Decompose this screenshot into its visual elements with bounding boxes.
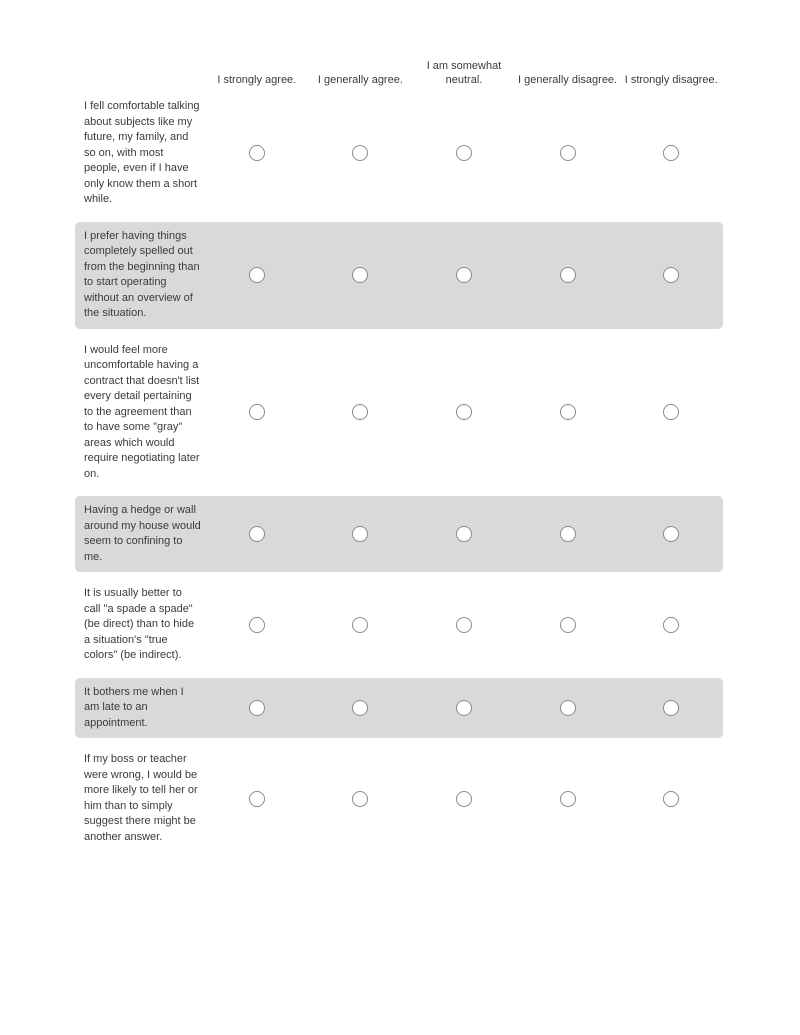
q7-neutral-cell (412, 745, 516, 852)
column-header-label: I generally disagree. (518, 74, 618, 86)
question-3-options (205, 336, 723, 490)
q2-generally-disagree-radio[interactable] (560, 267, 576, 283)
q2-neutral-radio[interactable] (456, 267, 472, 283)
q6-neutral-radio[interactable] (456, 700, 472, 716)
question-4-options (205, 496, 723, 572)
q6-strongly-disagree-cell (619, 678, 723, 739)
q6-generally-agree-cell (309, 678, 413, 739)
survey-matrix (75, 56, 723, 859)
question-row-6 (75, 678, 723, 739)
q6-generally-disagree-cell (516, 678, 620, 739)
q7-strongly-disagree-radio[interactable] (663, 791, 679, 807)
q4-neutral-cell (412, 496, 516, 572)
q1-generally-disagree-cell (516, 92, 620, 215)
q1-generally-agree-cell (309, 92, 413, 215)
question-6-text: It bothers me when I am late to an appointment. (84, 685, 184, 729)
q1-generally-agree-radio[interactable] (352, 145, 368, 161)
q6-strongly-agree-cell (205, 678, 309, 739)
q3-generally-disagree-cell (516, 336, 620, 490)
q4-strongly-disagree-cell (619, 496, 723, 572)
q3-strongly-disagree-cell (619, 336, 723, 490)
q2-neutral-cell (412, 222, 516, 329)
q6-generally-disagree-radio[interactable] (560, 700, 576, 716)
column-header-label: I strongly agree. (217, 74, 297, 86)
q1-neutral-radio[interactable] (456, 145, 472, 161)
q4-generally-disagree-radio[interactable] (560, 526, 576, 542)
q5-generally-disagree-radio[interactable] (560, 617, 576, 633)
q4-strongly-agree-radio[interactable] (249, 526, 265, 542)
question-1-options (205, 92, 723, 215)
question-row-4 (75, 496, 723, 572)
q1-generally-disagree-radio[interactable] (560, 145, 576, 161)
column-header-generally-agree (309, 56, 413, 88)
q7-generally-disagree-cell (516, 745, 620, 852)
q1-strongly-agree-cell (205, 92, 309, 215)
q6-strongly-disagree-radio[interactable] (663, 700, 679, 716)
q7-neutral-radio[interactable] (456, 791, 472, 807)
q6-generally-agree-radio[interactable] (352, 700, 368, 716)
q5-strongly-agree-radio[interactable] (249, 617, 265, 633)
q3-generally-agree-radio[interactable] (352, 404, 368, 420)
q3-strongly-agree-radio[interactable] (249, 404, 265, 420)
column-header-strongly-disagree (619, 56, 723, 88)
q3-strongly-agree-cell (205, 336, 309, 490)
column-header-strongly-agree (205, 56, 309, 88)
q5-generally-agree-cell (309, 579, 413, 671)
q7-generally-agree-cell (309, 745, 413, 852)
question-row-2 (75, 222, 723, 329)
q4-strongly-agree-cell (205, 496, 309, 572)
question-7-options (205, 745, 723, 852)
question-2-text: I prefer having things completely spelled out from the beginning than to start operating without an overview of the situation. (84, 229, 200, 319)
question-row-5 (75, 579, 723, 671)
q1-neutral-cell (412, 92, 516, 215)
question-5-options (205, 579, 723, 671)
question-7-text: If my boss or teacher were wrong, I would be more likely to tell her or him than to simply suggest there might be another answer. (84, 753, 198, 843)
header-spacer (75, 56, 205, 88)
question-1-text: I fell comfortable talking about subjects like my future, my family, and so on, with most people, even if I have only know them a short while. (84, 100, 200, 205)
q2-generally-agree-radio[interactable] (352, 267, 368, 283)
q3-strongly-disagree-radio[interactable] (663, 404, 679, 420)
q5-strongly-disagree-cell (619, 579, 723, 671)
q7-strongly-disagree-cell (619, 745, 723, 852)
column-header-label: I strongly disagree. (624, 74, 718, 86)
column-header-generally-disagree (516, 56, 620, 88)
q5-neutral-radio[interactable] (456, 617, 472, 633)
q3-neutral-radio[interactable] (456, 404, 472, 420)
q5-strongly-disagree-radio[interactable] (663, 617, 679, 633)
q4-generally-disagree-cell (516, 496, 620, 572)
question-2-options (205, 222, 723, 329)
question-4-text: Having a hedge or wall around my house would seem to confining to me. (84, 504, 201, 563)
q2-strongly-agree-cell (205, 222, 309, 329)
q4-strongly-disagree-radio[interactable] (663, 526, 679, 542)
q7-generally-disagree-radio[interactable] (560, 791, 576, 807)
question-row-7 (75, 745, 723, 852)
q3-generally-agree-cell (309, 336, 413, 490)
q2-strongly-disagree-radio[interactable] (663, 267, 679, 283)
q2-strongly-disagree-cell (619, 222, 723, 329)
q7-generally-agree-radio[interactable] (352, 791, 368, 807)
column-header-neutral (412, 56, 516, 88)
q5-strongly-agree-cell (205, 579, 309, 671)
q3-neutral-cell (412, 336, 516, 490)
question-3-text: I would feel more uncomfortable having a contract that doesn't list every detail pertaining to the agreement than to have some "gray" areas which would require negotiating later on. (84, 343, 200, 480)
q4-generally-agree-radio[interactable] (352, 526, 368, 542)
q5-generally-disagree-cell (516, 579, 620, 671)
question-row-1 (75, 92, 723, 215)
q1-strongly-disagree-radio[interactable] (663, 145, 679, 161)
question-5-text: It is usually better to call "a spade a spade" (be direct) than to hide a situation's "true colors" (be indirect). (84, 587, 195, 661)
q1-strongly-disagree-cell (619, 92, 723, 215)
header-cells (205, 56, 723, 88)
q4-generally-agree-cell (309, 496, 413, 572)
question-row-3 (75, 336, 723, 490)
q3-generally-disagree-radio[interactable] (560, 404, 576, 420)
q6-neutral-cell (412, 678, 516, 739)
q2-generally-agree-cell (309, 222, 413, 329)
q4-neutral-radio[interactable] (456, 526, 472, 542)
q5-neutral-cell (412, 579, 516, 671)
q2-strongly-agree-radio[interactable] (249, 267, 265, 283)
q7-strongly-agree-radio[interactable] (249, 791, 265, 807)
q5-generally-agree-radio[interactable] (352, 617, 368, 633)
q7-strongly-agree-cell (205, 745, 309, 852)
question-6-options (205, 678, 723, 739)
q6-strongly-agree-radio[interactable] (249, 700, 265, 716)
q1-strongly-agree-radio[interactable] (249, 145, 265, 161)
matrix-header-row (75, 56, 723, 88)
column-header-label: I am somewhat neutral. (426, 60, 502, 86)
q2-generally-disagree-cell (516, 222, 620, 329)
column-header-label: I generally agree. (317, 74, 403, 86)
